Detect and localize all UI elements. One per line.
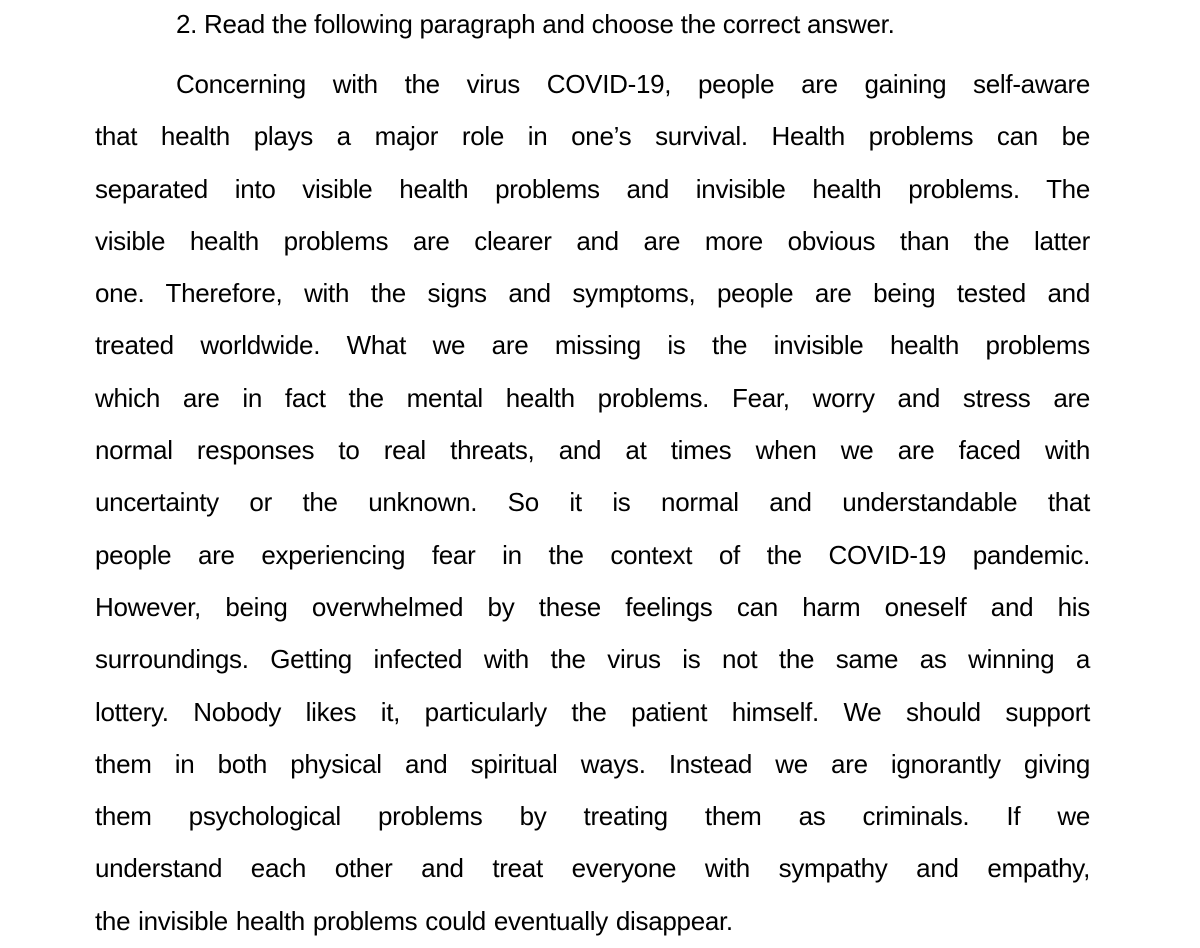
passage-line: them in both physical and spiritual ways. Instead we are ignorantly giving — [95, 748, 1090, 779]
passage-line: them psychological problems by treating them as criminals. If we — [95, 801, 1090, 832]
passage-line: understand each other and treat everyone with sympathy and empathy, — [95, 853, 1090, 884]
passage-line: that health plays a major role in one’s survival. Health problems can be — [95, 121, 1090, 152]
reading-passage — [95, 58, 1090, 947]
passage-line: one. Therefore, with the signs and symptoms, people are being tested and — [95, 278, 1090, 309]
passage-line: normal responses to real threats, and at times when we are faced with — [95, 435, 1090, 466]
document-content — [95, 2, 1090, 947]
passage-line: uncertainty or the unknown. So it is normal and understandable that — [95, 487, 1090, 518]
passage-line: people are experiencing fear in the context of the COVID-19 pandemic. — [95, 539, 1090, 570]
passage-line: However, being overwhelmed by these feelings can harm oneself and his — [95, 591, 1090, 622]
passage-line: Concerning with the virus COVID-19, people are gaining self-aware — [176, 69, 1090, 99]
passage-line: lottery. Nobody likes it, particularly the patient himself. We should support — [95, 696, 1090, 727]
passage-line: separated into visible health problems and invisible health problems. The — [95, 173, 1090, 204]
passage-line: visible health problems are clearer and are more obvious than the latter — [95, 225, 1090, 256]
passage-line: which are in fact the mental health problems. Fear, worry and stress are — [95, 382, 1090, 413]
question-prompt: 2. Read the following paragraph and choose the correct answer. — [176, 9, 895, 39]
passage-line: treated worldwide. What we are missing is the invisible health problems — [95, 330, 1090, 361]
passage-line: the invisible health problems could eventually disappear. — [95, 905, 733, 936]
passage-line: surroundings. Getting infected with the virus is not the same as winning a — [95, 644, 1090, 675]
